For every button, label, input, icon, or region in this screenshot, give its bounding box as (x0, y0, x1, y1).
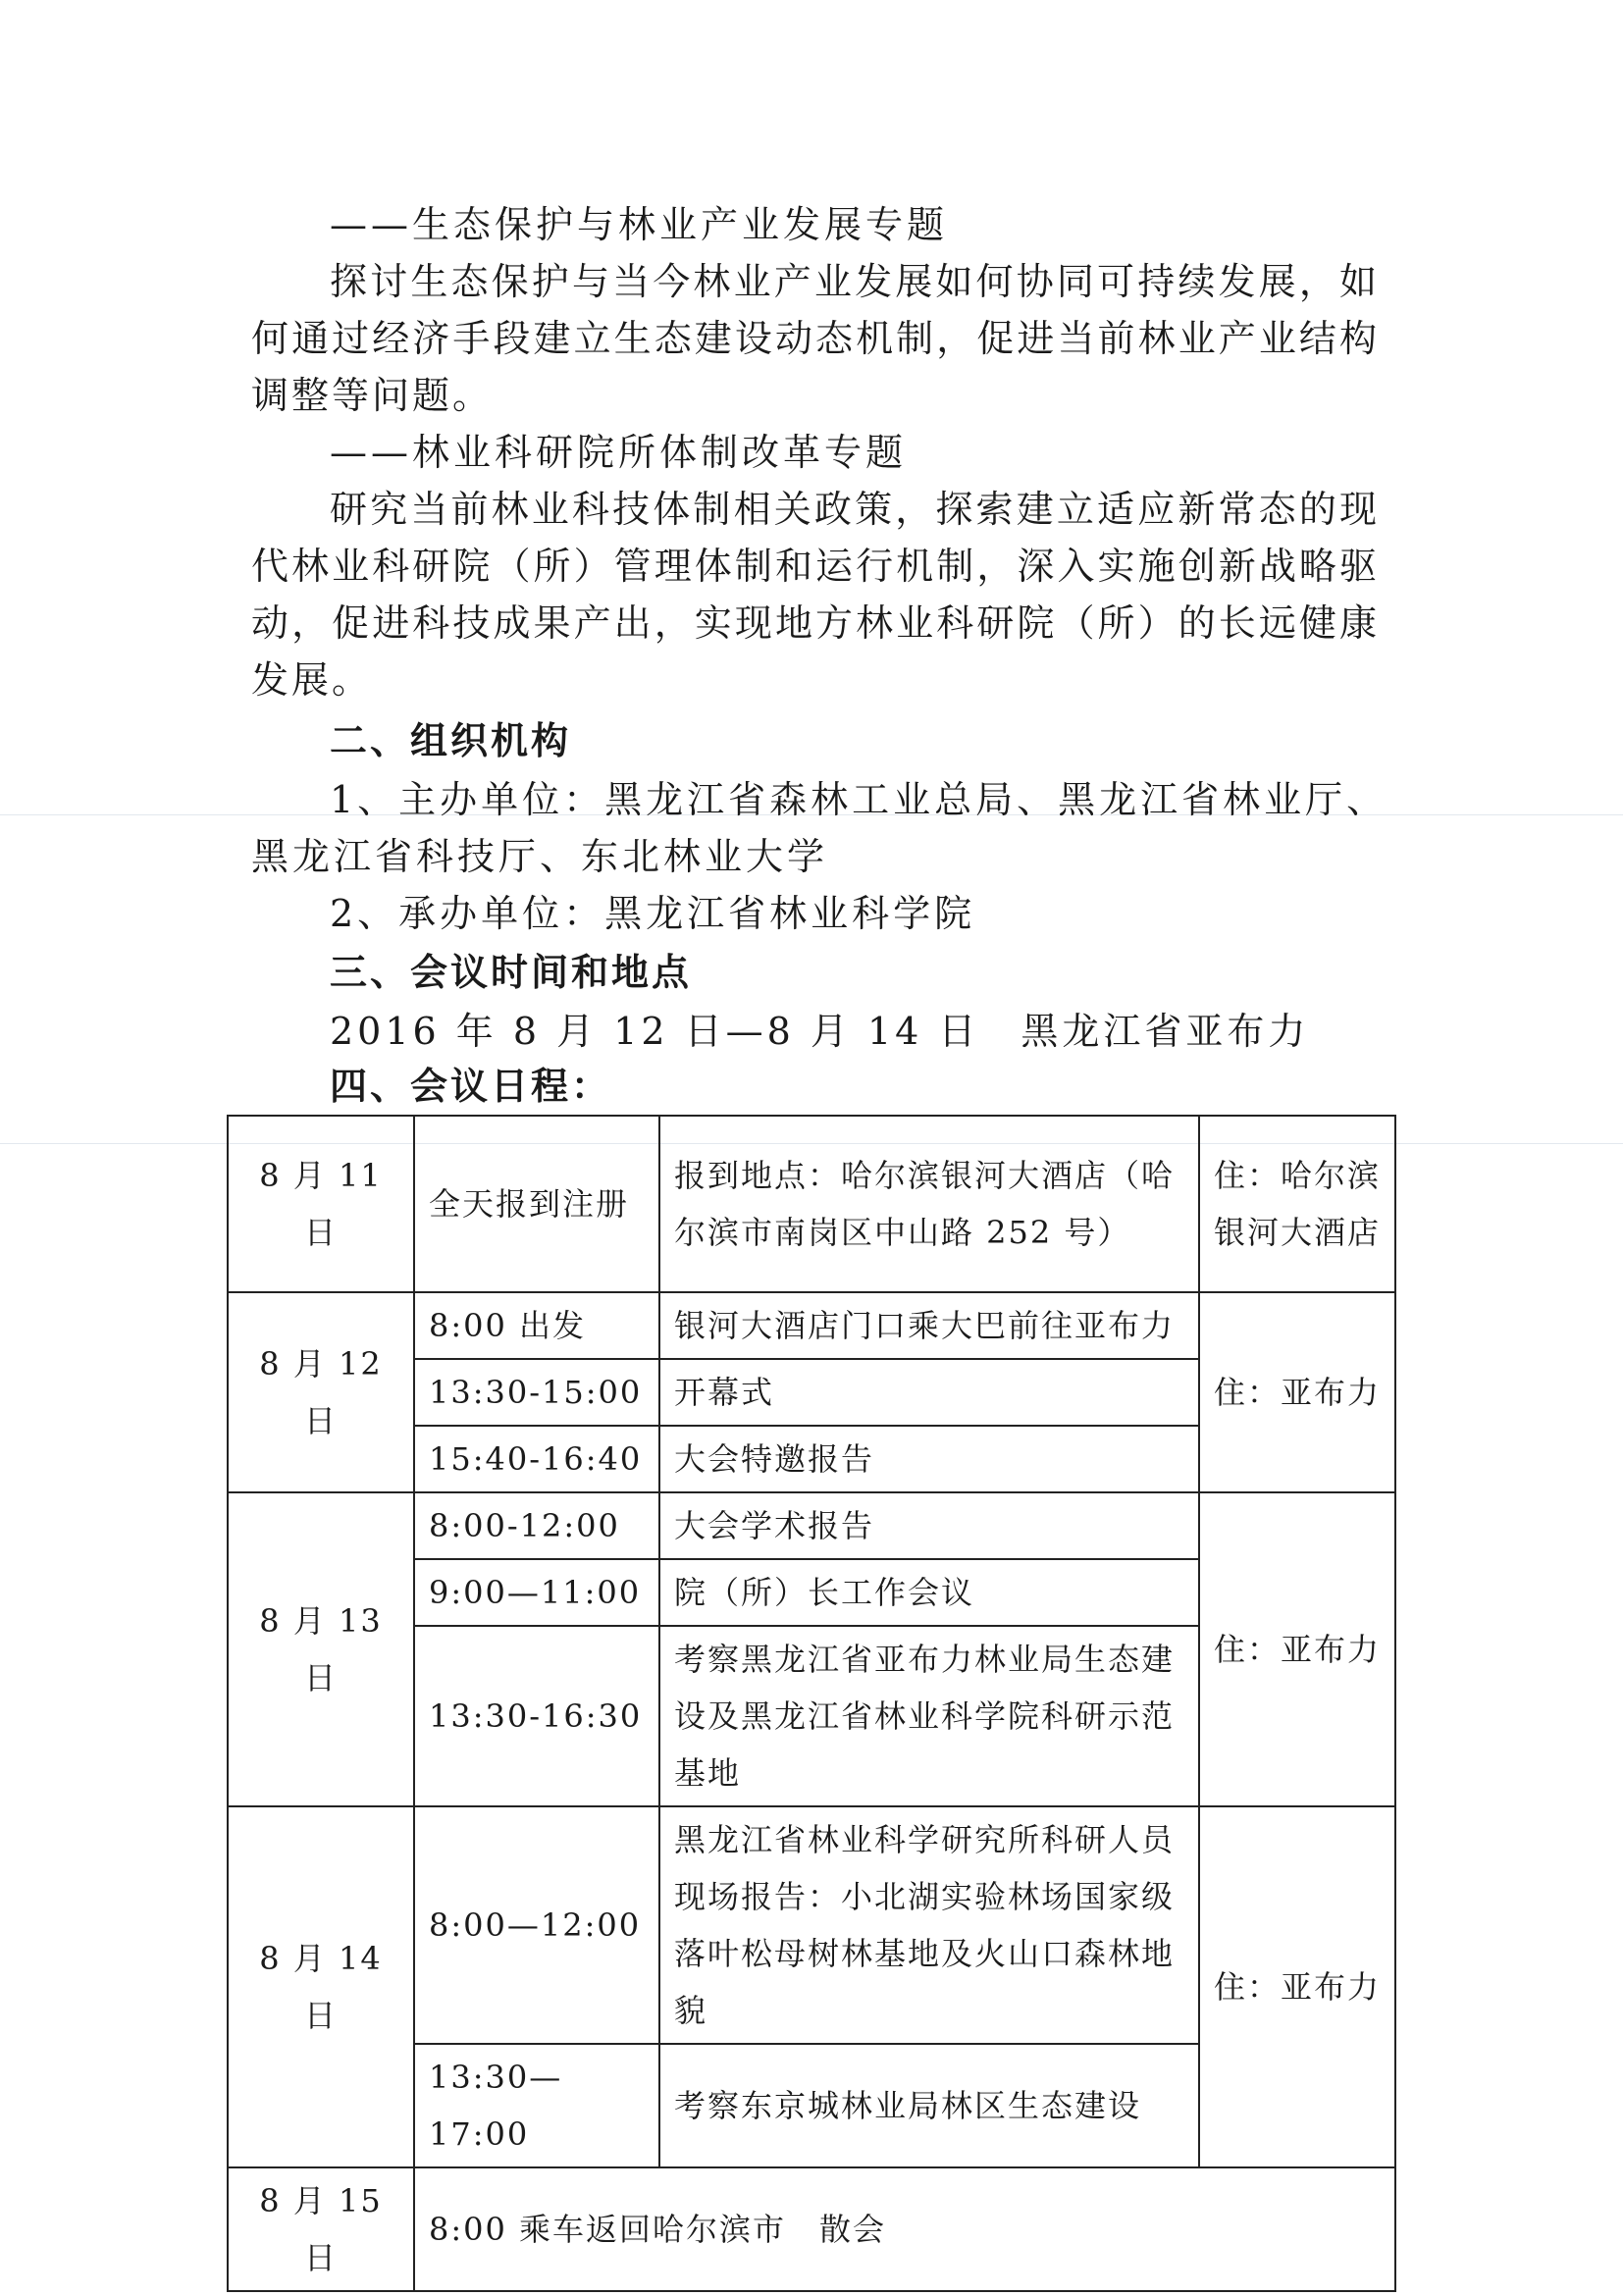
schedule-table (227, 1115, 1396, 2292)
event-cell: 大会特邀报告 (659, 1426, 1199, 1492)
event-cell: 银河大酒店门口乘大巴前往亚布力 (659, 1292, 1199, 1359)
org-host-line1: 1、主办单位：黑龙江省森林工业总局、黑龙江省林业厅、 (330, 778, 1388, 821)
event-cell: 考察黑龙江省亚布力林业局生态建设及黑龙江省林业科学院科研示范基地 (659, 1626, 1199, 1806)
table-row (228, 2167, 1395, 2291)
date-cell: 8 月 13 日 (228, 1492, 414, 1806)
time-cell: 15:40-16:40 (414, 1426, 659, 1492)
lodging-cell: 住：亚布力 (1199, 1292, 1395, 1492)
event-cell: 报到地点：哈尔滨银河大酒店（哈尔滨市南岗区中山路 252 号） (659, 1116, 1199, 1292)
time-cell: 13:30-16:30 (414, 1626, 659, 1806)
date-cell: 8 月 11 日 (228, 1116, 414, 1292)
date-cell: 8 月 15 日 (228, 2167, 414, 2291)
org-heading: 二、组织机构 (330, 719, 572, 762)
time-cell: 8:00—12:00 (414, 1806, 659, 2044)
time-cell: 8:00-12:00 (414, 1492, 659, 1559)
time-place: 2016 年 8 月 12 日—8 月 14 日 黑龙江省亚布力 (330, 1010, 1310, 1053)
event-cell: 考察东京城林业局林区生态建设 (659, 2044, 1199, 2167)
time-cell: 13:30—17:00 (414, 2044, 659, 2167)
event-cell: 开幕式 (659, 1359, 1199, 1426)
time-cell: 8:00 出发 (414, 1292, 659, 1359)
table-row (228, 1492, 1395, 1559)
topic2-title: ——林业科研院所体制改革专题 (330, 431, 908, 474)
topic2-body: 研究当前林业科技体制相关政策，探索建立适应新常态的现代林业科研院（所）管理体制和运行机制，深入实施创新战略驱动，促进科技成果产出，实现地方林业科研院（所）的长远健康发展。 (251, 488, 1380, 702)
time-cell: 13:30-15:00 (414, 1359, 659, 1426)
table-row (228, 1806, 1395, 2044)
date-cell: 8 月 12 日 (228, 1292, 414, 1492)
lodging-cell: 住：亚布力 (1199, 1806, 1395, 2167)
lodging-cell: 住：哈尔滨银河大酒店 (1199, 1116, 1395, 1292)
org-organizer: 2、承办单位：黑龙江省林业科学院 (330, 892, 976, 935)
org-host-line2: 黑龙江省科技厅、东北林业大学 (251, 835, 829, 878)
topic1-title: ——生态保护与林业产业发展专题 (330, 203, 949, 246)
topic1-body: 探讨生态保护与当今林业产业发展如何协同可持续发展，如何通过经济手段建立生态建设动态机制，促进当前林业产业结构调整等问题。 (251, 260, 1380, 417)
event-cell: 8:00 乘车返回哈尔滨市 散会 (414, 2167, 1395, 2291)
time-cell: 9:00—11:00 (414, 1559, 659, 1626)
table-row (228, 1116, 1395, 1292)
lodging-cell: 住：亚布力 (1199, 1492, 1395, 1806)
schedule-heading: 四、会议日程： (330, 1065, 612, 1108)
time-heading: 三、会议时间和地点 (330, 951, 693, 994)
event-cell: 黑龙江省林业科学研究所科研人员现场报告：小北湖实验林场国家级落叶松母树林基地及火山口森林地貌 (659, 1806, 1199, 2044)
date-cell: 8 月 14 日 (228, 1806, 414, 2167)
table-row (228, 1292, 1395, 1359)
time-cell: 全天报到注册 (414, 1116, 659, 1292)
event-cell: 大会学术报告 (659, 1492, 1199, 1559)
event-cell: 院（所）长工作会议 (659, 1559, 1199, 1626)
